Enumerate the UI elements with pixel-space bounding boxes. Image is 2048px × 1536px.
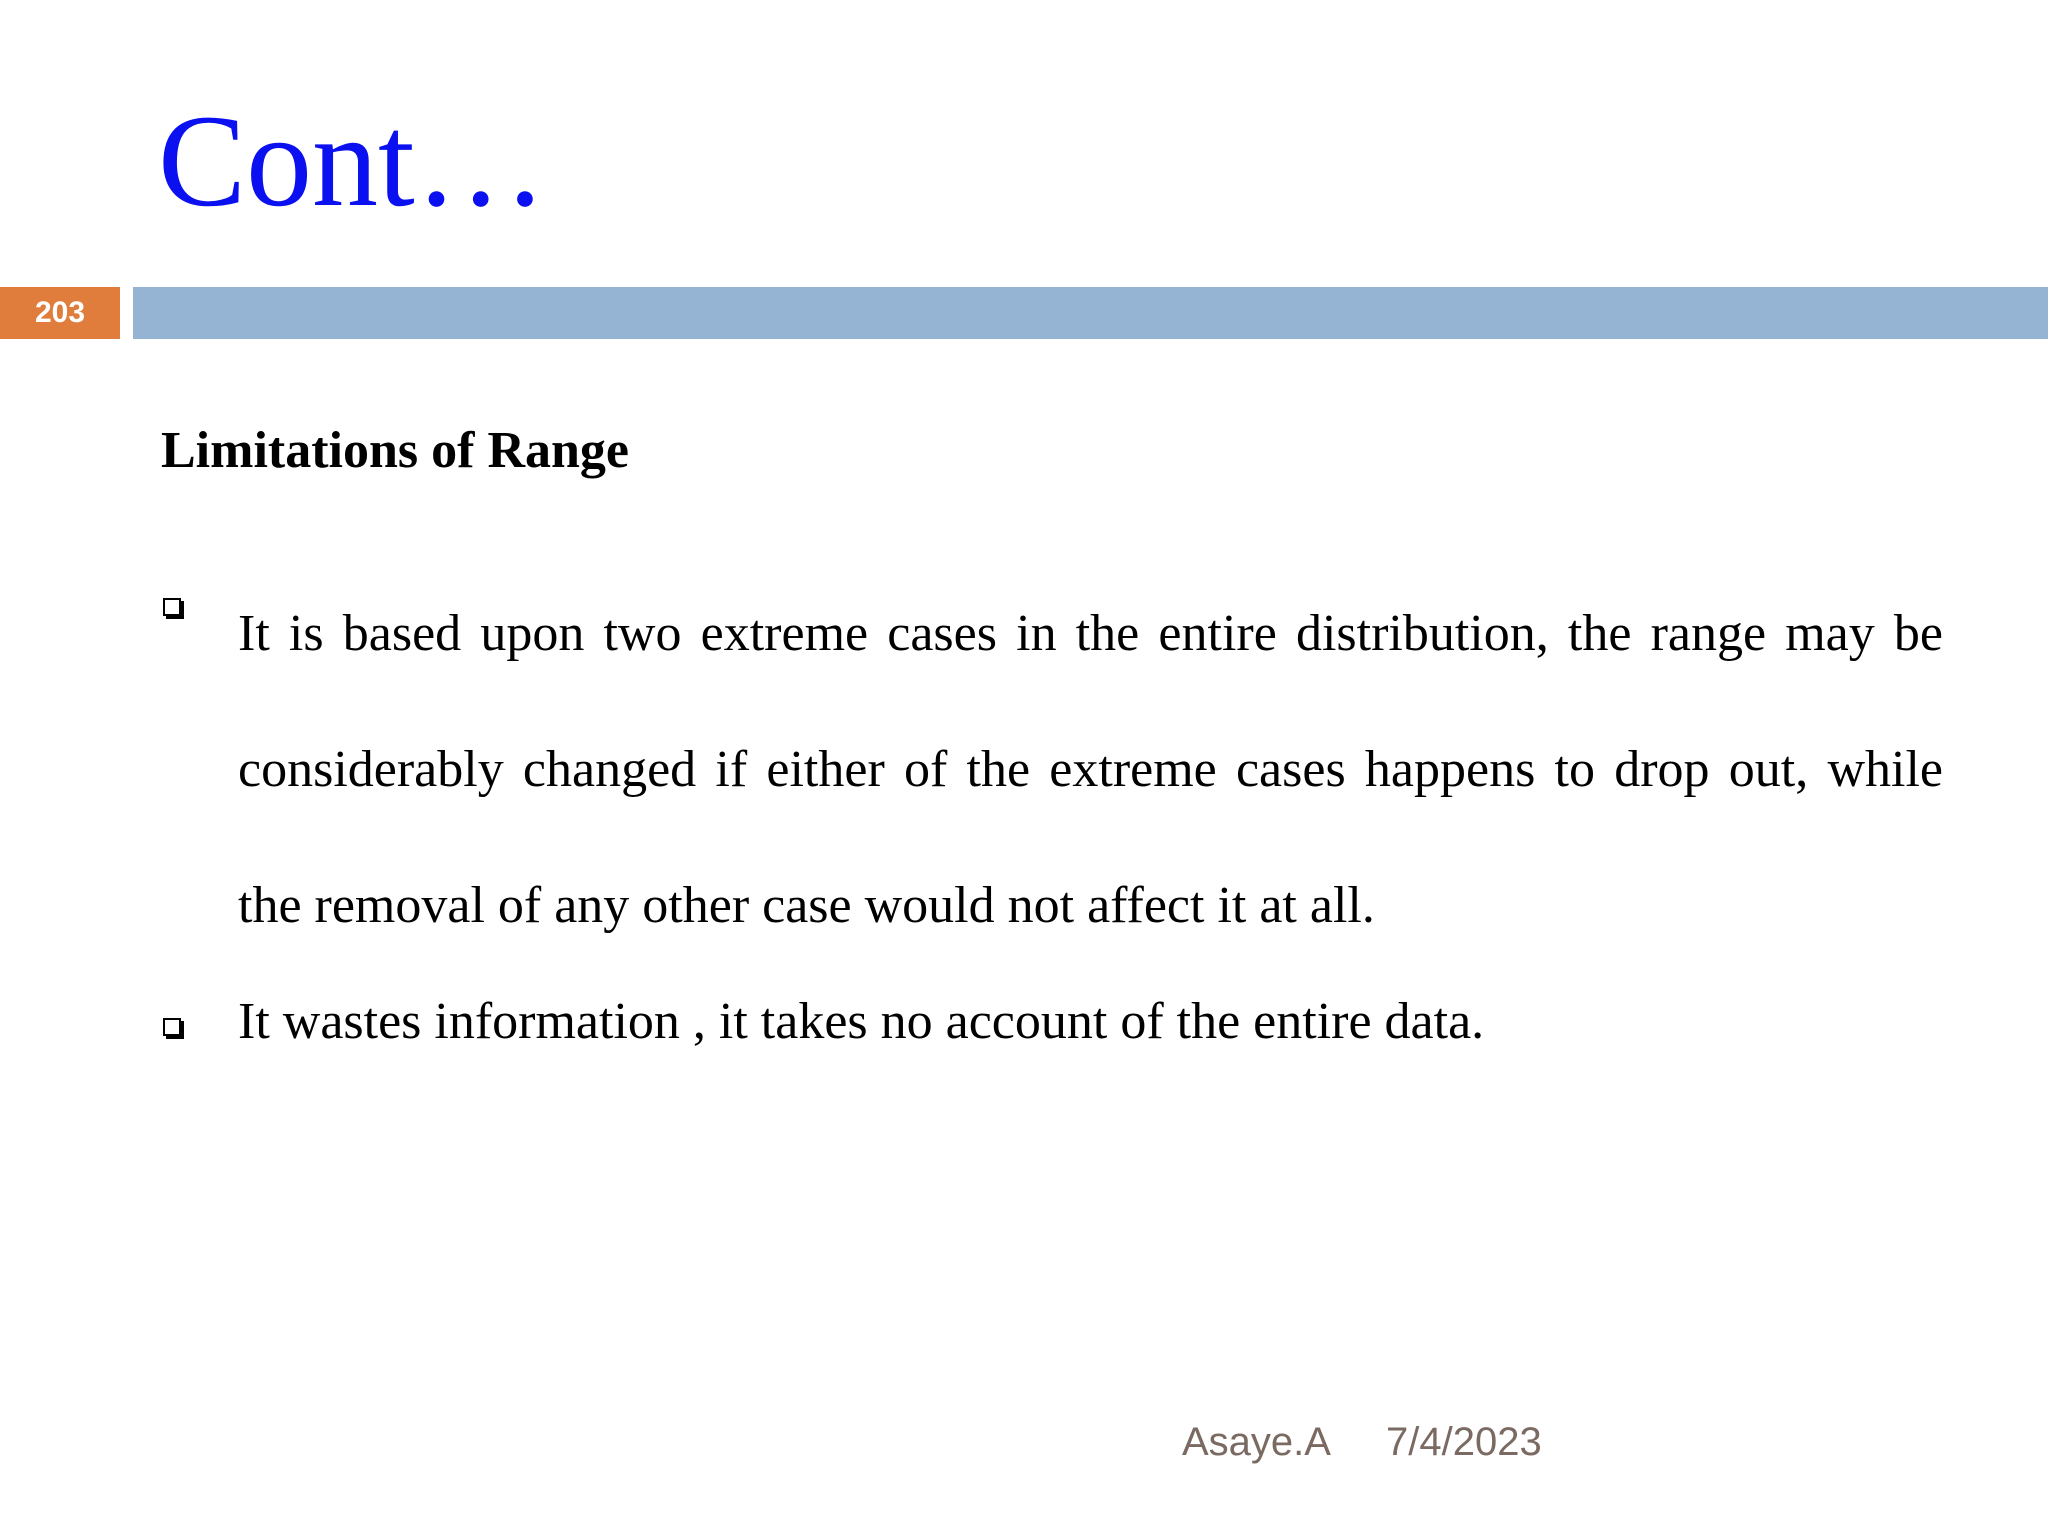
- square-bullet-icon: [163, 598, 181, 616]
- footer-date: 7/4/2023: [1386, 1420, 1542, 1464]
- page-number-badge: 203: [0, 287, 120, 339]
- section-heading: Limitations of Range: [161, 422, 629, 479]
- square-bullet-icon: [163, 1018, 181, 1036]
- title-divider-bar: [133, 287, 2048, 339]
- slide-title: Cont…: [158, 87, 547, 234]
- bullet-text: It is based upon two extreme cases in the entire distribution, the range may be considerably changed if either of the extreme cases happens to drop out, while the removal of any other case would not affect it at all.: [238, 605, 1943, 934]
- footer-author: Asaye.A: [1182, 1420, 1331, 1464]
- bullet-text: It wastes information , it takes no account of the entire data.: [238, 993, 1485, 1050]
